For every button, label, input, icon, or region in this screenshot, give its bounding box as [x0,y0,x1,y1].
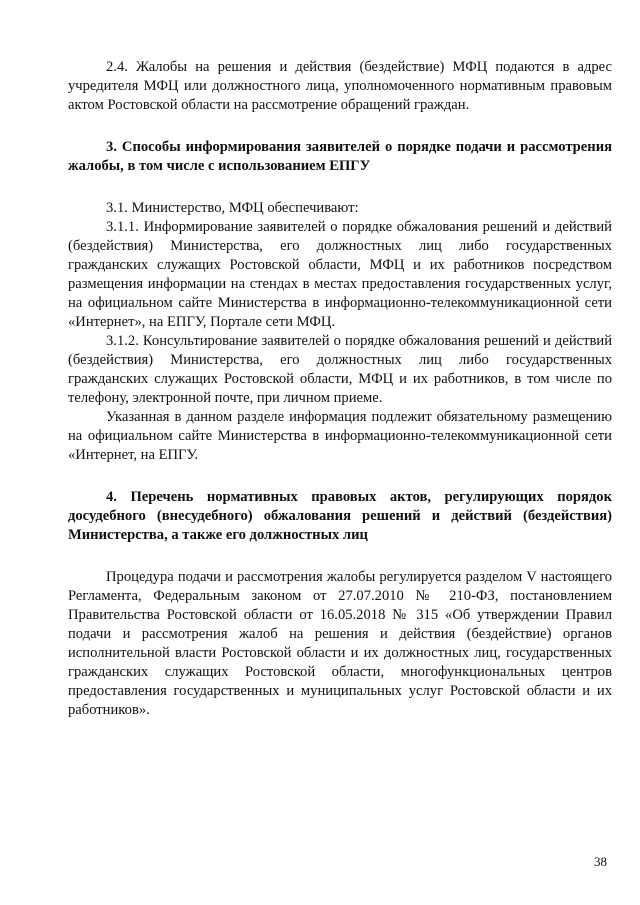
spacer [68,115,612,138]
paragraph-3-1-1: 3.1.1. Информирование заявителей о порядке обжалования решений и действий (бездействия) Министерства, его должностных лиц либо государственных гражданских служащих Ростовской области, МФЦ и их работников посредством размещения информации на стендах в местах предоставления государственных услуг, на официальном сайте Министерства в информационно-телекоммуникационной сети «Интернет», на ЕПГУ, Портале сети МФЦ. [68,219,612,330]
spacer [68,176,612,199]
paragraph-3-1-2: 3.1.2. Консультирование заявителей о порядке обжалования решений и действий (бездействия) Министерства, его должностных лиц либо государственных гражданских служащих Ростовской области, МФЦ и их работников, в том числе по телефону, электронной почте, при личном приеме. [68,333,612,406]
paragraph-3-1: 3.1. Министерство, МФЦ обеспечивают: [106,200,359,216]
section-4-heading: 4. Перечень нормативных правовых актов, регулирующих порядок досудебного (внесудебного) обжалования решений и действий (бездействия) Министерства, а также его должностных лиц [68,489,612,543]
document-page [68,58,612,720]
paragraph-procedure: Процедура подачи и рассмотрения жалобы регулируется разделом V настоящего Регламента, Федеральным законом от 27.07.2010 № 210-ФЗ, постановлением Правительства Ростовской области от 16.05.2018 № 315 «Об утверждении Правил подачи и рассмотрения жалоб на решения и действия (бездействие) органов исполнительной власти Ростовской области и их должностных лиц, государственных гражданских служащих Ростовской области, многофункциональных центров предоставления государственных и муниципальных услуг Ростовской области и их работников». [68,569,612,718]
paragraph-info-placement: Указанная в данном разделе информация подлежит обязательному размещению на официальном сайте Министерства в информационно-телекоммуникационной сети «Интернет, на ЕПГУ. [68,409,612,463]
spacer [68,545,612,568]
page-number: 38 [594,854,607,869]
paragraph-2-4: 2.4. Жалобы на решения и действия (бездействие) МФЦ подаются в адрес учредителя МФЦ или должностного лица, уполномоченного нормативным правовым актом Ростовской области на рассмотрение обращений граждан. [68,59,612,113]
spacer [68,465,612,488]
section-3-heading: 3. Способы информирования заявителей о порядке подачи и рассмотрения жалобы, в том числе с использованием ЕПГУ [68,139,612,174]
